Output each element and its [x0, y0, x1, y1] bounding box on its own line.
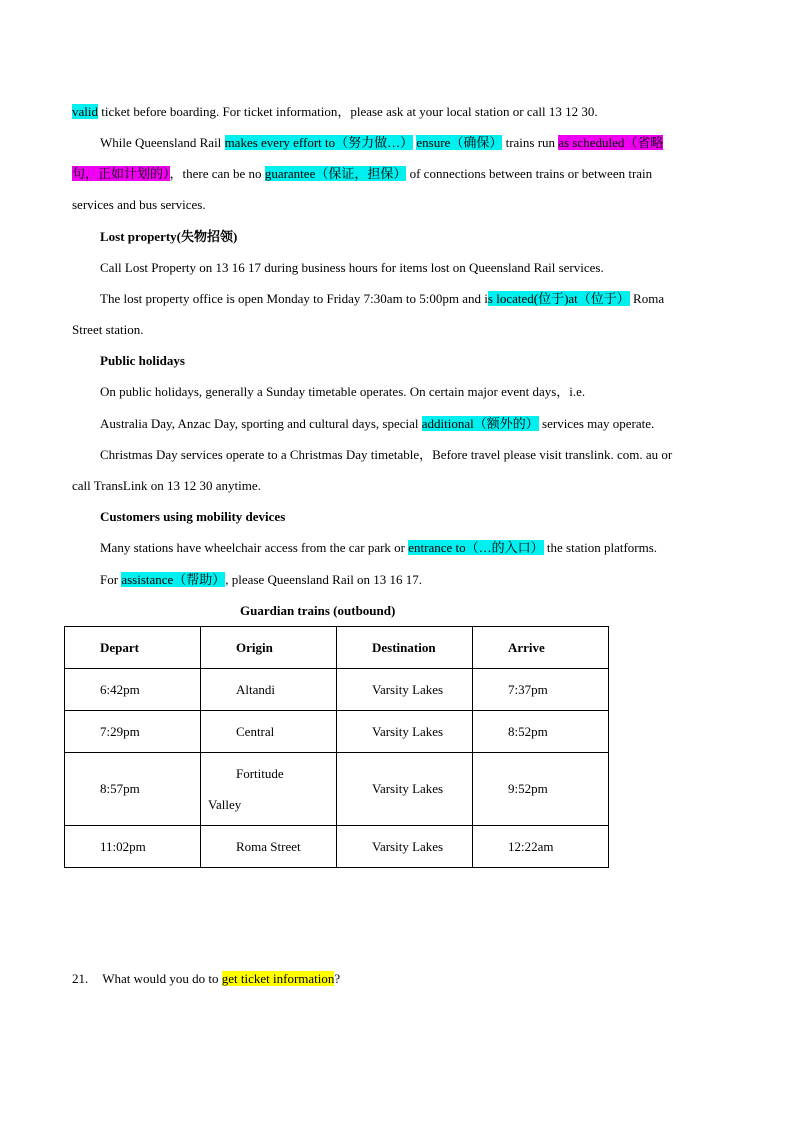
highlight-assistance: assistance（帮助）	[121, 572, 226, 587]
table-title: Guardian trains (outbound)	[240, 603, 396, 618]
header-origin: Origin	[201, 627, 337, 669]
paragraph-5: On public holidays, generally a Sunday timetable operates. On certain major event days，i.e.	[100, 384, 586, 399]
heading-mobility-devices: Customers using mobility devices	[100, 509, 286, 524]
paragraph-3: Call Lost Property on 13 16 17 during business hours for items lost on Queensland Rail services.	[100, 260, 604, 275]
highlight-valid: valid	[72, 104, 98, 119]
question-21: 21. What would you do to get ticket information?	[72, 971, 341, 986]
paragraph-1: valid ticket before boarding. For ticket information，please ask at your local station or call 13 12 30.	[72, 104, 598, 119]
highlight-get-ticket-information: get ticket information	[221, 971, 335, 986]
header-depart: Depart	[65, 627, 201, 669]
header-destination: Destination	[337, 627, 473, 669]
paragraph-7-line-1: Christmas Day services operate to a Christmas Day timetable，Before travel please visit translink. com. au or	[100, 447, 673, 462]
paragraph-2-line-1: While Queensland Rail makes every effort to（努力做…） ensure（确保） trains run as scheduled（省略	[100, 135, 664, 150]
paragraph-7-line-2: call TransLink on 13 12 30 anytime.	[72, 478, 261, 493]
paragraph-4-line-1: The lost property office is open Monday to Friday 7:30am to 5:00pm and is located(位于)at（位于） Roma	[100, 291, 665, 306]
highlight-entrance-to: entrance to（…的入口）	[408, 540, 544, 555]
guardian-trains-table	[64, 626, 609, 868]
heading-lost-property: Lost property(失物招领)	[100, 229, 238, 244]
highlight-additional: additional（额外的）	[421, 416, 539, 431]
table-header-row	[65, 627, 609, 669]
paragraph-8: Many stations have wheelchair access from the car park or entrance to（…的入口） the station platforms.	[100, 540, 658, 555]
highlight-located: s located(位于)at（位于）	[487, 291, 630, 306]
table-row: 6:42pm Altandi Varsity Lakes 7:37pm	[65, 669, 609, 711]
table-row: 8:57pm Fortitude Valley Varsity Lakes 9:52pm	[65, 753, 609, 826]
paragraph-9: For assistance（帮助）, please Queensland Rail on 13 16 17.	[100, 572, 423, 587]
heading-public-holidays: Public holidays	[100, 353, 185, 368]
highlight-as-scheduled: as scheduled（省略	[558, 135, 664, 150]
table-row: 7:29pm Central Varsity Lakes 8:52pm	[65, 711, 609, 753]
question-number: 21.	[72, 971, 89, 986]
highlight-makes-every-effort: makes every effort to（努力做…）	[224, 135, 414, 150]
header-arrive: Arrive	[473, 627, 609, 669]
highlight-guarantee: guarantee（保证，担保）	[264, 166, 407, 181]
highlight-as-scheduled-cont: 句，正如计划的）	[72, 166, 170, 181]
paragraph-4-line-2: Street station.	[72, 322, 144, 337]
paragraph-2-line-3: services and bus services.	[72, 197, 206, 212]
table-row: 11:02pm Roma Street Varsity Lakes 12:22am	[65, 826, 609, 868]
highlight-ensure: ensure（确保）	[416, 135, 503, 150]
paragraph-2-line-2: 句，正如计划的），there can be no guarantee（保证，担保） of connections between trains or between train	[72, 166, 653, 181]
paragraph-6: Australia Day, Anzac Day, sporting and cultural days, special additional（额外的） services may operate.	[100, 416, 655, 431]
